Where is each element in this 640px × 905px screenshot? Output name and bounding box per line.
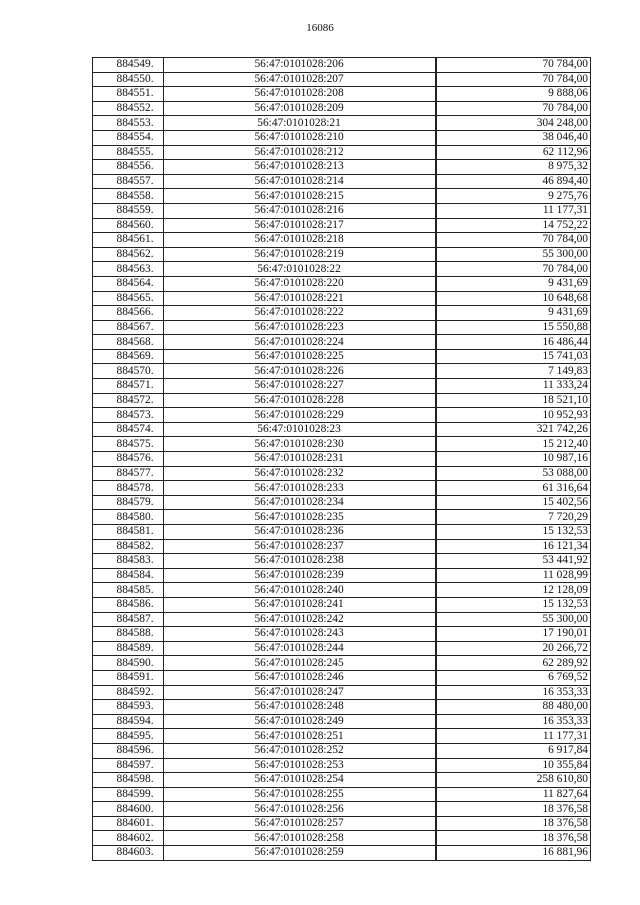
- row-number-cell: 884588.: [93, 627, 164, 642]
- cadastral-value-cell: 14 752,22: [436, 218, 591, 233]
- cadastral-value-cell: 321 742,26: [436, 422, 591, 437]
- table-row: [93, 495, 591, 510]
- cadastral-value-cell: 9 431,69: [436, 306, 591, 321]
- cadastral-value-cell: 8 975,32: [436, 160, 591, 175]
- cadastral-value-cell: 20 266,72: [436, 641, 591, 656]
- cadastral-value-cell: 38 046,40: [436, 130, 591, 145]
- row-number-cell: 884577.: [93, 466, 164, 481]
- page-number: 16086: [306, 22, 334, 34]
- row-number-cell: 884560.: [93, 218, 164, 233]
- table-row: [93, 320, 591, 335]
- cadastral-value-cell: 10 648,68: [436, 291, 591, 306]
- table-row: [93, 656, 591, 671]
- cadastral-number-cell: 56:47:0101028:209: [163, 101, 436, 116]
- cadastral-value-cell: 18 521,10: [436, 393, 591, 408]
- cadastral-value-cell: 18 376,58: [436, 831, 591, 846]
- row-number-cell: 884552.: [93, 101, 164, 116]
- cadastral-value-cell: 16 881,96: [436, 846, 591, 861]
- row-number-cell: 884585.: [93, 583, 164, 598]
- row-number-cell: 884579.: [93, 495, 164, 510]
- table-row: [93, 831, 591, 846]
- table-row: [93, 816, 591, 831]
- table-body: [93, 58, 591, 861]
- table-row: [93, 700, 591, 715]
- row-number-cell: 884572.: [93, 393, 164, 408]
- row-number-cell: 884554.: [93, 130, 164, 145]
- row-number-cell: 884602.: [93, 831, 164, 846]
- row-number-cell: 884592.: [93, 685, 164, 700]
- table-row: [93, 554, 591, 569]
- cadastral-value-cell: 10 355,84: [436, 758, 591, 773]
- row-number-cell: 884590.: [93, 656, 164, 671]
- row-number-cell: 884582.: [93, 539, 164, 554]
- row-number-cell: 884587.: [93, 612, 164, 627]
- cadastral-number-cell: 56:47:0101028:215: [163, 189, 436, 204]
- cadastral-value-cell: 70 784,00: [436, 58, 591, 73]
- cadastral-value-cell: 70 784,00: [436, 233, 591, 248]
- cadastral-value-cell: 11 028,99: [436, 568, 591, 583]
- row-number-cell: 884567.: [93, 320, 164, 335]
- table-row: [93, 116, 591, 131]
- cadastral-value-cell: 62 289,92: [436, 656, 591, 671]
- cadastral-number-cell: 56:47:0101028:258: [163, 831, 436, 846]
- cadastral-value-cell: 9 275,76: [436, 189, 591, 204]
- row-number-cell: 884598.: [93, 773, 164, 788]
- cadastral-value-cell: 9 431,69: [436, 276, 591, 291]
- cadastral-value-cell: 6 769,52: [436, 670, 591, 685]
- cadastral-number-cell: 56:47:0101028:224: [163, 335, 436, 350]
- cadastral-number-cell: 56:47:0101028:239: [163, 568, 436, 583]
- cadastral-number-cell: 56:47:0101028:221: [163, 291, 436, 306]
- table-row: [93, 714, 591, 729]
- row-number-cell: 884568.: [93, 335, 164, 350]
- cadastral-value-cell: 88 480,00: [436, 700, 591, 715]
- cadastral-value-cell: 7 149,83: [436, 364, 591, 379]
- table-row: [93, 422, 591, 437]
- row-number-cell: 884603.: [93, 846, 164, 861]
- table-row: [93, 160, 591, 175]
- table-row: [93, 452, 591, 467]
- cadastral-value-cell: 70 784,00: [436, 72, 591, 87]
- row-number-cell: 884600.: [93, 802, 164, 817]
- table-row: [93, 218, 591, 233]
- cadastral-value-cell: 55 300,00: [436, 247, 591, 262]
- row-number-cell: 884563.: [93, 262, 164, 277]
- cadastral-number-cell: 56:47:0101028:257: [163, 816, 436, 831]
- cadastral-value-cell: 15 132,53: [436, 525, 591, 540]
- table-row: [93, 729, 591, 744]
- cadastral-number-cell: 56:47:0101028:231: [163, 452, 436, 467]
- row-number-cell: 884583.: [93, 554, 164, 569]
- cadastral-number-cell: 56:47:0101028:220: [163, 276, 436, 291]
- cadastral-number-cell: 56:47:0101028:245: [163, 656, 436, 671]
- cadastral-number-cell: 56:47:0101028:254: [163, 773, 436, 788]
- row-number-cell: 884594.: [93, 714, 164, 729]
- cadastral-value-cell: 55 300,00: [436, 612, 591, 627]
- cadastral-number-cell: 56:47:0101028:243: [163, 627, 436, 642]
- cadastral-value-cell: 16 486,44: [436, 335, 591, 350]
- row-number-cell: 884564.: [93, 276, 164, 291]
- table-row: [93, 379, 591, 394]
- table-row: [93, 568, 591, 583]
- row-number-cell: 884580.: [93, 510, 164, 525]
- row-number-cell: 884589.: [93, 641, 164, 656]
- cadastral-number-cell: 56:47:0101028:212: [163, 145, 436, 160]
- cadastral-value-cell: 11 827,64: [436, 787, 591, 802]
- cadastral-number-cell: 56:47:0101028:22: [163, 262, 436, 277]
- cadastral-value-cell: 11 177,31: [436, 729, 591, 744]
- row-number-cell: 884584.: [93, 568, 164, 583]
- table-row: [93, 233, 591, 248]
- cadastral-value-cell: 62 112,96: [436, 145, 591, 160]
- row-number-cell: 884556.: [93, 160, 164, 175]
- table-row: [93, 773, 591, 788]
- row-number-cell: 884571.: [93, 379, 164, 394]
- cadastral-value-cell: 11 333,24: [436, 379, 591, 394]
- cadastral-number-cell: 56:47:0101028:233: [163, 481, 436, 496]
- table-row: [93, 262, 591, 277]
- cadastral-value-cell: 70 784,00: [436, 262, 591, 277]
- cadastral-value-cell: 17 190,01: [436, 627, 591, 642]
- table-row: [93, 145, 591, 160]
- row-number-cell: 884573.: [93, 408, 164, 423]
- row-number-cell: 884566.: [93, 306, 164, 321]
- cadastral-number-cell: 56:47:0101028:232: [163, 466, 436, 481]
- row-number-cell: 884593.: [93, 700, 164, 715]
- row-number-cell: 884596.: [93, 743, 164, 758]
- cadastral-number-cell: 56:47:0101028:251: [163, 729, 436, 744]
- cadastral-number-cell: 56:47:0101028:223: [163, 320, 436, 335]
- cadastral-number-cell: 56:47:0101028:244: [163, 641, 436, 656]
- table-row: [93, 364, 591, 379]
- cadastral-number-cell: 56:47:0101028:230: [163, 437, 436, 452]
- cadastral-number-cell: 56:47:0101028:217: [163, 218, 436, 233]
- cadastral-number-cell: 56:47:0101028:208: [163, 87, 436, 102]
- cadastral-number-cell: 56:47:0101028:228: [163, 393, 436, 408]
- row-number-cell: 884550.: [93, 72, 164, 87]
- table-row: [93, 525, 591, 540]
- table-row: [93, 276, 591, 291]
- row-number-cell: 884581.: [93, 525, 164, 540]
- cadastral-number-cell: 56:47:0101028:240: [163, 583, 436, 598]
- table-row: [93, 641, 591, 656]
- cadastral-number-cell: 56:47:0101028:252: [163, 743, 436, 758]
- cadastral-number-cell: 56:47:0101028:206: [163, 58, 436, 73]
- cadastral-value-cell: 15 741,03: [436, 349, 591, 364]
- cadastral-number-cell: 56:47:0101028:259: [163, 846, 436, 861]
- table-row: [93, 58, 591, 73]
- cadastral-number-cell: 56:47:0101028:255: [163, 787, 436, 802]
- cadastral-number-cell: 56:47:0101028:226: [163, 364, 436, 379]
- table-row: [93, 685, 591, 700]
- table-row: [93, 72, 591, 87]
- table-row: [93, 291, 591, 306]
- cadastral-value-cell: 53 441,92: [436, 554, 591, 569]
- row-number-cell: 884557.: [93, 174, 164, 189]
- row-number-cell: 884558.: [93, 189, 164, 204]
- table-row: [93, 670, 591, 685]
- table-row: [93, 335, 591, 350]
- cadastral-value-cell: 70 784,00: [436, 101, 591, 116]
- cadastral-value-cell: 12 128,09: [436, 583, 591, 598]
- cadastral-number-cell: 56:47:0101028:219: [163, 247, 436, 262]
- cadastral-number-cell: 56:47:0101028:234: [163, 495, 436, 510]
- row-number-cell: 884575.: [93, 437, 164, 452]
- cadastral-number-cell: 56:47:0101028:229: [163, 408, 436, 423]
- cadastral-value-cell: 18 376,58: [436, 816, 591, 831]
- cadastral-value-cell: 15 550,88: [436, 320, 591, 335]
- cadastral-number-cell: 56:47:0101028:246: [163, 670, 436, 685]
- cadastral-value-cell: 16 121,34: [436, 539, 591, 554]
- table-row: [93, 437, 591, 452]
- cadastral-value-cell: 304 248,00: [436, 116, 591, 131]
- cadastral-number-cell: 56:47:0101028:207: [163, 72, 436, 87]
- table-row: [93, 408, 591, 423]
- cadastral-value-cell: 10 987,16: [436, 452, 591, 467]
- cadastral-number-cell: 56:47:0101028:253: [163, 758, 436, 773]
- table-row: [93, 174, 591, 189]
- cadastral-number-cell: 56:47:0101028:216: [163, 203, 436, 218]
- cadastral-number-cell: 56:47:0101028:256: [163, 802, 436, 817]
- cadastral-number-cell: 56:47:0101028:222: [163, 306, 436, 321]
- cadastral-number-cell: 56:47:0101028:237: [163, 539, 436, 554]
- cadastral-value-cell: 15 132,53: [436, 597, 591, 612]
- cadastral-value-cell: 258 610,80: [436, 773, 591, 788]
- table-row: [93, 203, 591, 218]
- table-row: [93, 247, 591, 262]
- cadastral-number-cell: 56:47:0101028:242: [163, 612, 436, 627]
- cadastral-value-cell: 10 952,93: [436, 408, 591, 423]
- row-number-cell: 884599.: [93, 787, 164, 802]
- cadastral-value-cell: 61 316,64: [436, 481, 591, 496]
- table-row: [93, 583, 591, 598]
- table-row: [93, 101, 591, 116]
- table-row: [93, 189, 591, 204]
- cadastral-number-cell: 56:47:0101028:241: [163, 597, 436, 612]
- cadastral-number-cell: 56:47:0101028:225: [163, 349, 436, 364]
- row-number-cell: 884561.: [93, 233, 164, 248]
- row-number-cell: 884601.: [93, 816, 164, 831]
- table-row: [93, 627, 591, 642]
- table-row: [93, 597, 591, 612]
- table-row: [93, 481, 591, 496]
- row-number-cell: 884555.: [93, 145, 164, 160]
- row-number-cell: 884574.: [93, 422, 164, 437]
- table-row: [93, 130, 591, 145]
- table-row: [93, 466, 591, 481]
- cadastral-number-cell: 56:47:0101028:227: [163, 379, 436, 394]
- cadastral-number-cell: 56:47:0101028:213: [163, 160, 436, 175]
- table-row: [93, 758, 591, 773]
- cadastral-value-cell: 15 212,40: [436, 437, 591, 452]
- cadastral-number-cell: 56:47:0101028:23: [163, 422, 436, 437]
- cadastral-value-table: [92, 57, 591, 861]
- row-number-cell: 884562.: [93, 247, 164, 262]
- cadastral-value-cell: 11 177,31: [436, 203, 591, 218]
- row-number-cell: 884597.: [93, 758, 164, 773]
- row-number-cell: 884570.: [93, 364, 164, 379]
- cadastral-number-cell: 56:47:0101028:247: [163, 685, 436, 700]
- cadastral-number-cell: 56:47:0101028:214: [163, 174, 436, 189]
- cadastral-number-cell: 56:47:0101028:218: [163, 233, 436, 248]
- cadastral-value-cell: 6 917,84: [436, 743, 591, 758]
- table-row: [93, 510, 591, 525]
- table-row: [93, 87, 591, 102]
- row-number-cell: 884551.: [93, 87, 164, 102]
- row-number-cell: 884595.: [93, 729, 164, 744]
- row-number-cell: 884578.: [93, 481, 164, 496]
- table-row: [93, 393, 591, 408]
- cadastral-value-cell: 9 888,06: [436, 87, 591, 102]
- table-row: [93, 306, 591, 321]
- cadastral-value-cell: 18 376,58: [436, 802, 591, 817]
- row-number-cell: 884591.: [93, 670, 164, 685]
- table-row: [93, 539, 591, 554]
- cadastral-value-cell: 15 402,56: [436, 495, 591, 510]
- cadastral-number-cell: 56:47:0101028:248: [163, 700, 436, 715]
- row-number-cell: 884586.: [93, 597, 164, 612]
- row-number-cell: 884565.: [93, 291, 164, 306]
- table-row: [93, 612, 591, 627]
- cadastral-value-cell: 53 088,00: [436, 466, 591, 481]
- table-row: [93, 802, 591, 817]
- table-row: [93, 349, 591, 364]
- cadastral-number-cell: 56:47:0101028:210: [163, 130, 436, 145]
- cadastral-number-cell: 56:47:0101028:249: [163, 714, 436, 729]
- cadastral-value-cell: 7 720,29: [436, 510, 591, 525]
- row-number-cell: 884549.: [93, 58, 164, 73]
- cadastral-number-cell: 56:47:0101028:21: [163, 116, 436, 131]
- cadastral-value-cell: 16 353,33: [436, 714, 591, 729]
- cadastral-number-cell: 56:47:0101028:235: [163, 510, 436, 525]
- cadastral-value-cell: 16 353,33: [436, 685, 591, 700]
- table-row: [93, 787, 591, 802]
- table-row: [93, 743, 591, 758]
- cadastral-number-cell: 56:47:0101028:238: [163, 554, 436, 569]
- cadastral-number-cell: 56:47:0101028:236: [163, 525, 436, 540]
- row-number-cell: 884569.: [93, 349, 164, 364]
- table-row: [93, 846, 591, 861]
- row-number-cell: 884553.: [93, 116, 164, 131]
- cadastral-value-cell: 46 894,40: [436, 174, 591, 189]
- row-number-cell: 884559.: [93, 203, 164, 218]
- row-number-cell: 884576.: [93, 452, 164, 467]
